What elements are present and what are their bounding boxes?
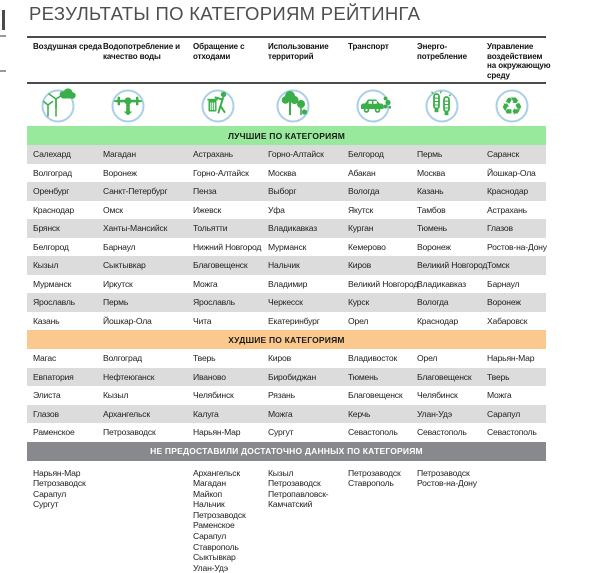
city-cell-waste: Горно-Алтайск — [193, 167, 249, 178]
waste-icon-cell — [199, 85, 239, 125]
city-cell-air: Мурманск — [33, 278, 72, 289]
air-icon-cell — [39, 85, 79, 125]
city-item: Петропавловск-Камчатский — [268, 488, 329, 510]
wind-turbine-icon — [39, 85, 79, 125]
city-cell-energy: Москва — [417, 167, 446, 178]
city-cell-transport: Владивосток — [348, 353, 398, 364]
city-item: Петрозаводск — [348, 467, 401, 478]
city-cell-transport: Белгород — [348, 149, 384, 160]
city-item: Ставрополь — [348, 478, 394, 489]
car-exhaust-icon — [354, 85, 394, 125]
city-cell-water: Йошкар-Ола — [103, 315, 152, 326]
best-table-row — [27, 201, 546, 220]
city-cell-transport: Курск — [348, 297, 370, 308]
city-cell-energy: Казань — [417, 186, 444, 197]
city-item: Майкоп — [193, 488, 222, 499]
city-cell-water: Воронеж — [103, 167, 137, 178]
no-data-list-transport — [348, 468, 417, 489]
city-cell-waste: Можга — [193, 278, 218, 289]
no-data-list-waste — [193, 468, 268, 573]
city-cell-transport: Керчь — [348, 408, 371, 419]
column-header-waste: Обращение с отходами — [193, 42, 245, 61]
city-cell-energy: Владикавказ — [417, 278, 467, 289]
city-cell-env-management: Йошкар-Ола — [487, 167, 536, 178]
city-cell-energy: Великий Новгород — [417, 260, 488, 271]
city-cell-transport: Якутск — [348, 204, 374, 215]
best-table-row — [27, 164, 546, 183]
column-header-air: Воздушная среда — [33, 42, 102, 51]
trees-icon — [274, 85, 314, 125]
city-cell-energy: Севастополь — [417, 427, 467, 438]
column-header-energy: Энерго-потребление — [417, 42, 467, 61]
city-cell-transport: Севастополь — [348, 427, 398, 438]
best-table-row — [27, 238, 546, 257]
city-cell-air: Волгоград — [33, 167, 72, 178]
city-cell-waste: Благовещенск — [193, 260, 248, 271]
city-cell-waste: Пенза — [193, 186, 217, 197]
city-cell-transport: Абакан — [348, 167, 376, 178]
worst-table-row — [27, 368, 546, 387]
transport-icon-cell — [354, 85, 394, 125]
city-cell-air: Краснодар — [33, 204, 74, 215]
no-data-list-air — [33, 468, 103, 510]
city-cell-waste: Нарьян-Мар — [193, 427, 241, 438]
city-cell-env-management: Тверь — [487, 371, 510, 382]
city-cell-env-management: Саранск — [487, 149, 520, 160]
city-cell-env-management: Сарапул — [487, 408, 521, 419]
city-item: Магадан — [193, 478, 226, 489]
best-table-row — [27, 219, 546, 238]
column-headers-row — [27, 38, 551, 82]
city-item: Архангельск — [193, 467, 240, 478]
city-cell-env-management: Астрахань — [487, 204, 527, 215]
best-table-row — [27, 275, 546, 294]
city-cell-waste: Калуга — [193, 408, 219, 419]
city-cell-air: Кызыл — [33, 260, 59, 271]
city-cell-air: Раменское — [33, 427, 75, 438]
best-table-row — [27, 256, 546, 275]
city-cell-water: Омск — [103, 204, 123, 215]
city-item: Кызыл — [268, 467, 294, 478]
city-cell-waste: Ижевск — [193, 204, 222, 215]
city-cell-water: Иркутск — [103, 278, 133, 289]
city-cell-env-management: Глазов — [487, 223, 513, 234]
city-item: Сыктывкар — [193, 552, 236, 563]
city-cell-waste: Чита — [193, 315, 212, 326]
city-cell-land: Рязань — [268, 390, 295, 401]
city-cell-transport: Кемерово — [348, 241, 386, 252]
city-cell-water: Архангельск — [103, 408, 150, 419]
city-cell-water: Магадан — [103, 149, 136, 160]
city-cell-air: Салехард — [33, 149, 71, 160]
worst-table-row — [27, 405, 546, 424]
category-icons-row — [27, 84, 546, 126]
city-cell-energy: Пермь — [417, 149, 443, 160]
city-cell-air: Оренбург — [33, 186, 70, 197]
city-cell-waste: Иваново — [193, 371, 226, 382]
city-cell-land: Черкесск — [268, 297, 303, 308]
rating-results-table — [27, 36, 551, 573]
city-cell-transport: Киров — [348, 260, 371, 271]
city-cell-transport: Курган — [348, 223, 374, 234]
best-table-row — [27, 293, 546, 312]
city-item: Нарьян-Мар — [33, 467, 81, 478]
city-cell-water: Сыктывкар — [103, 260, 146, 271]
city-item: Раменское — [193, 520, 235, 531]
recycling-icon — [493, 85, 533, 125]
city-cell-env-management: Томск — [487, 260, 510, 271]
city-cell-env-management: Севастополь — [487, 427, 537, 438]
city-cell-water: Кызыл — [103, 390, 129, 401]
city-cell-waste: Челябинск — [193, 390, 234, 401]
city-cell-land: Владикавказ — [268, 223, 318, 234]
city-cell-env-management: Можга — [487, 390, 512, 401]
energy-icon-cell — [423, 85, 463, 125]
city-cell-air: Брянск — [33, 223, 60, 234]
city-cell-waste: Астрахань — [193, 149, 233, 160]
energy-bulbs-icon — [423, 85, 463, 125]
page-title: РЕЗУЛЬТАТЫ ПО КАТЕГОРИЯМ РЕЙТИНГА — [29, 3, 421, 24]
city-cell-land: Можга — [268, 408, 293, 419]
city-cell-env-management: Краснодар — [487, 186, 528, 197]
city-cell-air: Казань — [33, 315, 60, 326]
column-header-land: Использование территорий — [268, 42, 329, 61]
city-item: Петрозаводск — [417, 467, 470, 478]
worst-section-banner: ХУДШИЕ ПО КАТЕГОРИЯМ — [27, 330, 546, 349]
city-cell-energy: Воронеж — [417, 241, 451, 252]
water-icon-cell — [109, 85, 149, 125]
city-cell-waste: Тольятти — [193, 223, 228, 234]
city-cell-transport: Вологда — [348, 186, 380, 197]
city-cell-env-management: Ростов-на-Дону — [487, 241, 547, 252]
city-cell-waste: Тверь — [193, 353, 216, 364]
city-cell-water: Санкт-Петербург — [103, 186, 168, 197]
city-cell-air: Евпатория — [33, 371, 74, 382]
city-cell-energy: Вологда — [417, 297, 449, 308]
city-item: Сарапул — [33, 488, 67, 499]
city-cell-land: Сургут — [268, 427, 294, 438]
city-item: Ставрополь — [193, 541, 239, 552]
city-cell-air: Магас — [33, 353, 57, 364]
city-cell-land: Нальчик — [268, 260, 300, 271]
city-cell-transport: Великий Новгород — [348, 278, 419, 289]
city-cell-waste: Ярославль — [193, 297, 235, 308]
no-data-list-land — [268, 468, 348, 510]
city-cell-air: Глазов — [33, 408, 59, 419]
column-header-env-management: Управление воздействием на окружающую среду — [487, 42, 551, 80]
best-table-row — [27, 312, 546, 331]
best-table-row — [27, 145, 546, 164]
water-valve-icon — [109, 85, 149, 125]
city-cell-land: Горно-Алтайск — [268, 149, 324, 160]
city-cell-air: Элиста — [33, 390, 61, 401]
page-edge-rule-artifact — [0, 70, 6, 72]
city-cell-energy: Улан-Удэ — [417, 408, 452, 419]
city-item: Петрозаводск — [268, 478, 321, 489]
city-item: Улан-Удэ — [193, 562, 228, 573]
city-cell-water: Ханты-Мансийск — [103, 223, 168, 234]
city-cell-transport: Орел — [348, 315, 369, 326]
city-cell-land: Выборг — [268, 186, 297, 197]
city-cell-water: Барнаул — [103, 241, 136, 252]
city-cell-energy: Краснодар — [417, 315, 458, 326]
no-data-list-energy — [417, 468, 487, 489]
city-item: Ростов-на-Дону — [417, 478, 477, 489]
city-cell-water: Волгоград — [103, 353, 142, 364]
city-cell-env-management: Нарьян-Мар — [487, 353, 535, 364]
worst-table-row — [27, 423, 546, 442]
env-management-icon-cell — [493, 85, 533, 125]
city-cell-energy: Тамбов — [417, 204, 446, 215]
city-cell-energy: Тюмень — [417, 223, 447, 234]
city-cell-land: Биробиджан — [268, 371, 317, 382]
city-cell-env-management: Барнаул — [487, 278, 520, 289]
city-cell-water: Пермь — [103, 297, 129, 308]
city-cell-land: Москва — [268, 167, 297, 178]
city-cell-waste: Нижний Новгород — [193, 241, 262, 252]
svg-text:♻: ♻ — [500, 92, 524, 121]
city-item: Петрозаводск — [33, 478, 86, 489]
no-data-section-banner: НЕ ПРЕДОСТАВИЛИ ДОСТАТОЧНО ДАННЫХ ПО КАТЕГОРИЯМ — [27, 442, 546, 461]
city-cell-land: Уфа — [268, 204, 285, 215]
land-icon-cell — [274, 85, 314, 125]
best-table-row — [27, 182, 546, 201]
city-cell-land: Владимир — [268, 278, 308, 289]
best-section-banner: ЛУЧШИЕ ПО КАТЕГОРИЯМ — [27, 126, 546, 145]
city-item: Сургут — [33, 499, 59, 510]
page-edge-rule-artifact — [0, 35, 6, 37]
city-cell-energy: Челябинск — [417, 390, 458, 401]
city-cell-energy: Орел — [417, 353, 438, 364]
city-cell-transport: Тюмень — [348, 371, 378, 382]
page-edge-artifact — [2, 10, 5, 30]
city-cell-land: Киров — [268, 353, 291, 364]
column-header-water: Водопотребление и качество воды — [103, 42, 180, 61]
city-item: Петрозаводск — [193, 509, 246, 520]
city-cell-water: Нефтеюганск — [103, 371, 155, 382]
city-cell-energy: Благовещенск — [417, 371, 472, 382]
city-cell-air: Белгород — [33, 241, 69, 252]
city-cell-env-management: Воронеж — [487, 297, 521, 308]
city-cell-land: Екатеринбург — [268, 315, 320, 326]
city-cell-transport: Благовещенск — [348, 390, 403, 401]
city-cell-land: Мурманск — [268, 241, 307, 252]
city-cell-water: Петрозаводск — [103, 427, 156, 438]
city-cell-env-management: Хабаровск — [487, 315, 528, 326]
city-item: Сарапул — [193, 531, 227, 542]
no-data-lists-row — [27, 461, 546, 573]
waste-disposal-icon — [199, 85, 239, 125]
city-item: Нальчик — [193, 499, 225, 510]
column-header-transport: Транспорт — [348, 42, 389, 51]
city-cell-air: Ярославль — [33, 297, 75, 308]
worst-table-row — [27, 386, 546, 405]
worst-table-row — [27, 349, 546, 368]
